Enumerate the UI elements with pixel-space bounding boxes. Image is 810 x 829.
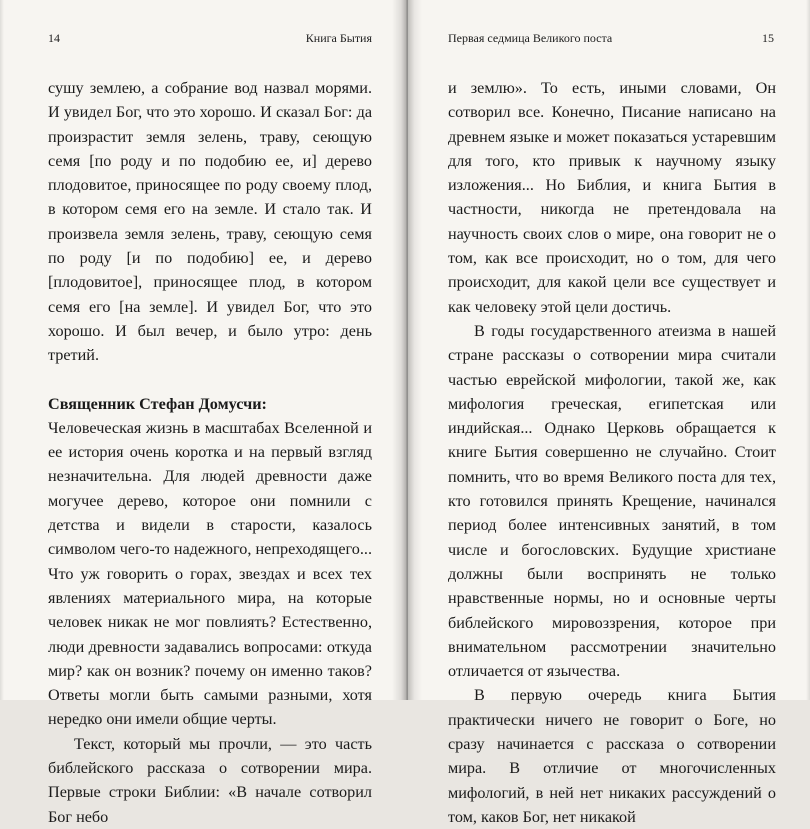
- page-edge: [806, 0, 810, 700]
- paragraph: и землю». То есть, иными словами, Он сотворил все. Конечно, Писание написано на древнем языке и может показаться устаревшим для того, кто привык к научному языку изложения... Но Библия, и книга Бытия в частности, никогда не претендовала на научность своих слов о мире, она говорит не о том, как все происходит, но о том, для чего происходит, для какой цели все существует и как человеку этой цели достичь.: [448, 79, 776, 316]
- speaker-heading: Священник Стефан Домусчи:: [48, 394, 267, 413]
- paragraph: Текст, который мы прочли, — это часть библейского рассказа о сотворении мира. Первые строки Библии: «В начале сотворил Бог небо: [48, 734, 372, 826]
- running-title-left: Книга Бытия: [305, 31, 372, 45]
- right-page: [408, 0, 810, 826]
- page-edge: [0, 0, 4, 700]
- running-title-right: Первая седмица Великого поста: [448, 31, 613, 45]
- paragraph: Человеческая жизнь в масштабах Вселенной и ее история очень коротка и на первый взгляд незначительна. Для людей древности даже могучее дерево, которое они помнили с детства и видели в старости, казалось символом чего-то надежного, непреходящего... Что уж говорить о горах, звездах и всех тех явлениях материального мира, на которые человек никак не мог повлиять? Естественно, люди древности задавались вопросами: откуда мир? как он возник? почему он именно таков? Ответы могли быть самыми разными, хотя нередко они имели общие черты.: [48, 418, 372, 729]
- page-number-right: 15: [762, 31, 774, 45]
- paragraph: сушу землею, а собрание вод назвал морями. И увидел Бог, что это хорошо. И сказал Бог: да произрастит земля зелень, траву, сеющую семя [по роду и по подобию ее, и] дерево плодовитое, приносящее по роду своему плод, в котором семя его на земле. И стало так. И произвела земля зелень, траву, сеющую семя по роду [и по подобию] ее, и дерево [плодовитое], приносящее плод, в котором семя его [на земле]. И увидел Бог, что это хорошо. И был вечер, и было утро: день третий.: [48, 79, 372, 365]
- paragraph: В годы государственного атеизма в нашей стране рассказы о сотворении мира считали частью еврейской мифологии, такой же, как мифология греческая, египетская или индийская... Однако Церковь обращается к книге Бытия совершенно не случайно. Стоит помнить, что во время Великого поста для тех, кто готовился принять Крещение, начинался период более интенсивных занятий, в том числе и богословских. Будущие христиане должны были воспринять не только нравственные нормы, но и основные черты библейского мировоззрения, которое при внимательном рассмотрении значительно отличается от язычества.: [448, 321, 776, 681]
- left-page: [0, 0, 404, 826]
- paragraph: В первую очередь книга Бытия практически ничего не говорит о Боге, но сразу начинается с рассказа о сотворении мира. В отличие от многочисленных мифологий, в ней нет никаких рассуждений о том, каков Бог, нет никакой: [448, 686, 776, 826]
- book-gutter-shadow: [392, 0, 422, 700]
- page-number-left: 14: [48, 31, 60, 45]
- right-body-text: [448, 76, 776, 829]
- left-body-text: [48, 76, 372, 829]
